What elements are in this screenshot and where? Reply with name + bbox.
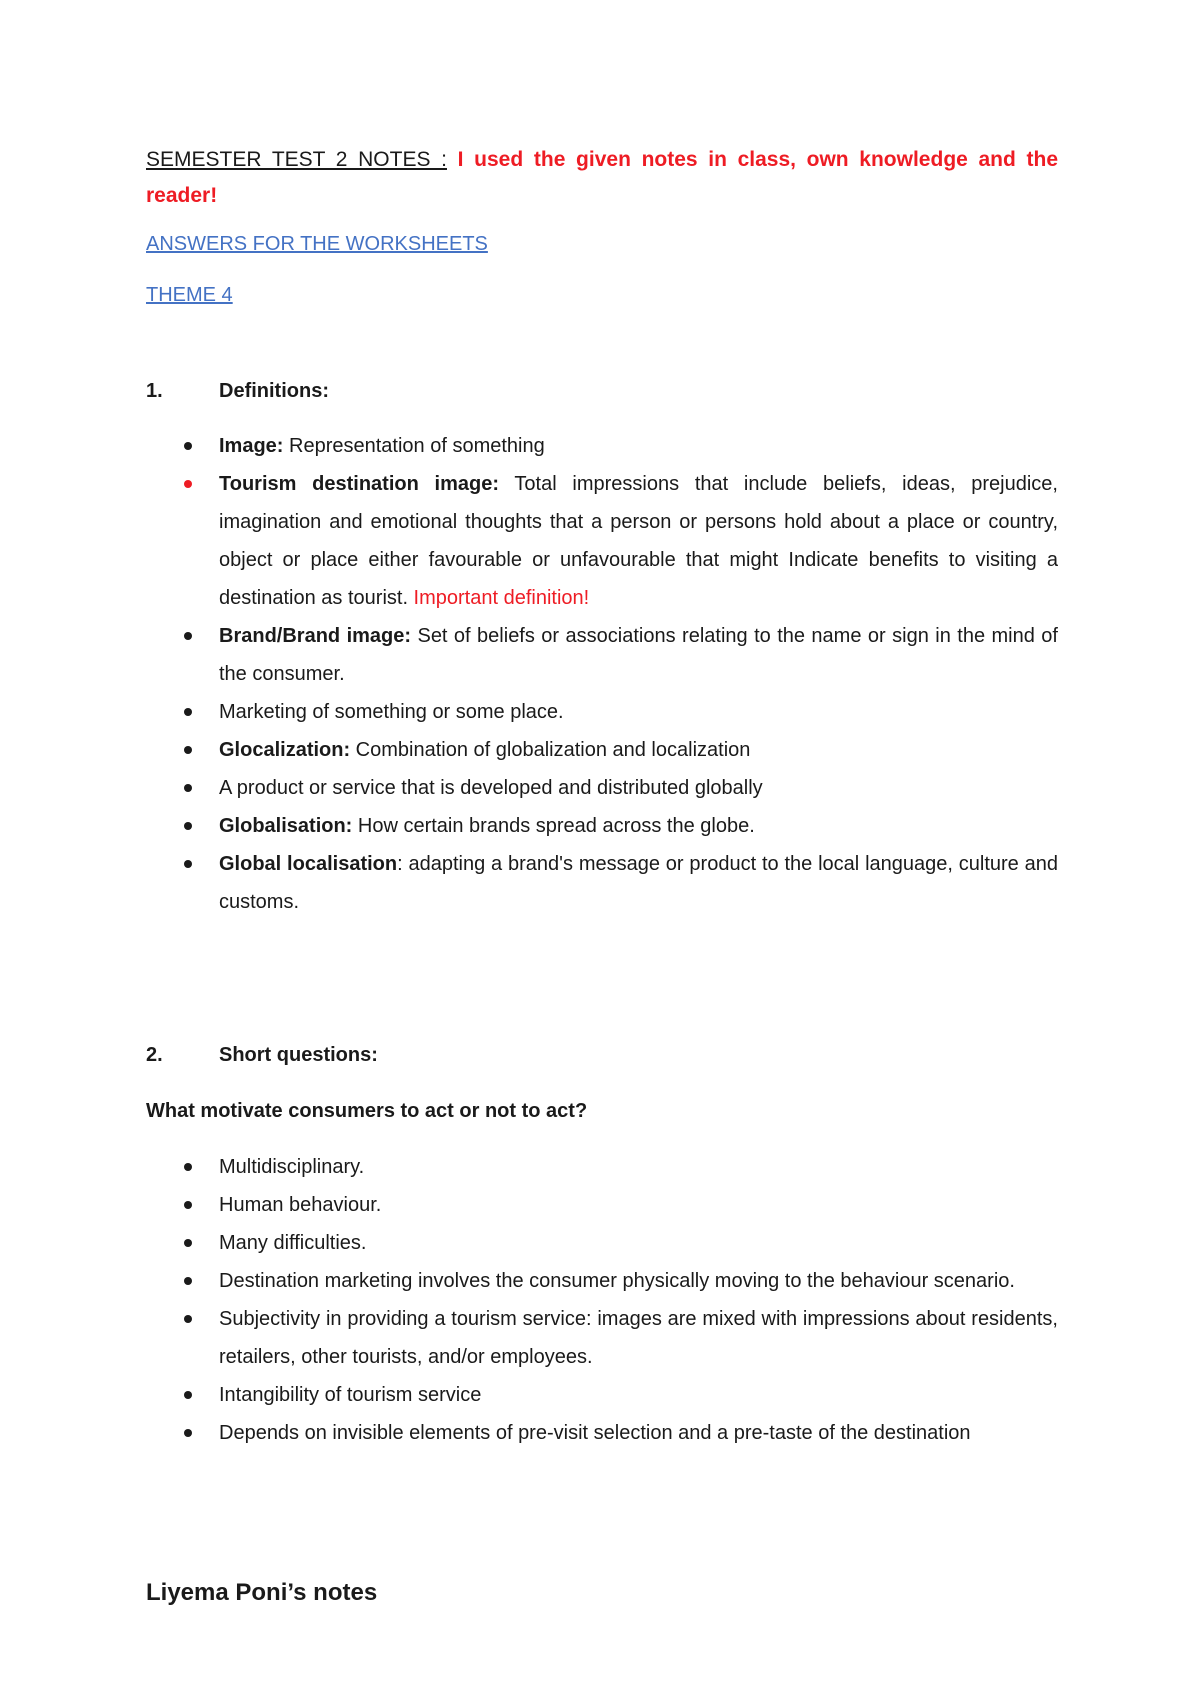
list-item: Subjectivity in providing a tourism service: images are mixed with impressions about residents, retailers, other tourists, and/or employees. — [146, 1300, 1058, 1376]
list-item: Many difficulties. — [146, 1224, 1058, 1262]
bullet-icon — [184, 1239, 192, 1247]
bullet-icon — [184, 442, 192, 450]
bullet-icon — [184, 1315, 192, 1323]
list-item: Brand/Brand image: Set of beliefs or associations relating to the name or sign in the mind of the consumer. — [146, 617, 1058, 693]
list-item: Tourism destination image: Total impressions that include beliefs, ideas, prejudice, imagination and emotional thoughts that a person or persons hold about a place or country, object or place either favourable or unfavourable that might Indicate benefits to visiting a destination as tourist. Important definition! — [146, 465, 1058, 617]
list-item: Destination marketing involves the consumer physically moving to the behaviour scenario. — [146, 1262, 1058, 1300]
bullet-icon — [184, 784, 192, 792]
important-note: Important definition! — [408, 587, 590, 609]
section-1-number: 1. — [146, 380, 163, 402]
definitions-list — [146, 427, 1058, 921]
section-2-question: What motivate consumers to act or not to act? — [146, 1100, 588, 1122]
short-questions-list — [146, 1148, 1058, 1452]
bullet-icon — [184, 480, 192, 488]
author-note: Liyema Poni’s notes — [146, 1579, 378, 1606]
list-item: Global localisation: adapting a brand's message or product to the local language, culture and customs. — [146, 845, 1058, 921]
bullet-icon — [184, 1429, 192, 1437]
section-2-title: Short questions: — [219, 1044, 378, 1066]
section-1-title: Definitions: — [219, 380, 329, 402]
header-note-continued: reader! — [146, 184, 218, 207]
bullet-icon — [184, 822, 192, 830]
theme-4-link[interactable]: THEME 4 — [146, 284, 233, 306]
section-2-heading — [146, 1040, 378, 1070]
theme-link-line — [146, 275, 1058, 315]
header-line-2 — [146, 176, 1058, 216]
section-1-heading — [146, 376, 329, 406]
bullet-icon — [184, 632, 192, 640]
list-item: Marketing of something or some place. — [146, 693, 1058, 731]
section-2-number: 2. — [146, 1044, 163, 1066]
header-line-1 — [146, 140, 1058, 180]
list-item: Human behaviour. — [146, 1186, 1058, 1224]
bullet-icon — [184, 1201, 192, 1209]
page-title: SEMESTER TEST 2 NOTES : — [146, 148, 447, 171]
answers-worksheets-link[interactable]: ANSWERS FOR THE WORKSHEETS — [146, 233, 488, 255]
header-note: I used the given notes in class, own knowledge and the — [457, 148, 1059, 171]
answers-link-line — [146, 224, 1058, 264]
bullet-icon — [184, 860, 192, 868]
bullet-icon — [184, 1163, 192, 1171]
list-item: Intangibility of tourism service — [146, 1376, 1058, 1414]
bullet-icon — [184, 1391, 192, 1399]
bullet-icon — [184, 746, 192, 754]
list-item: Glocalization: Combination of globalization and localization — [146, 731, 1058, 769]
list-item: Image: Representation of something — [146, 427, 1058, 465]
list-item: Globalisation: How certain brands spread across the globe. — [146, 807, 1058, 845]
list-item: Depends on invisible elements of pre-visit selection and a pre-taste of the destination — [146, 1414, 1058, 1452]
list-item: Multidisciplinary. — [146, 1148, 1058, 1186]
list-item: A product or service that is developed and distributed globally — [146, 769, 1058, 807]
bullet-icon — [184, 708, 192, 716]
bullet-icon — [184, 1277, 192, 1285]
